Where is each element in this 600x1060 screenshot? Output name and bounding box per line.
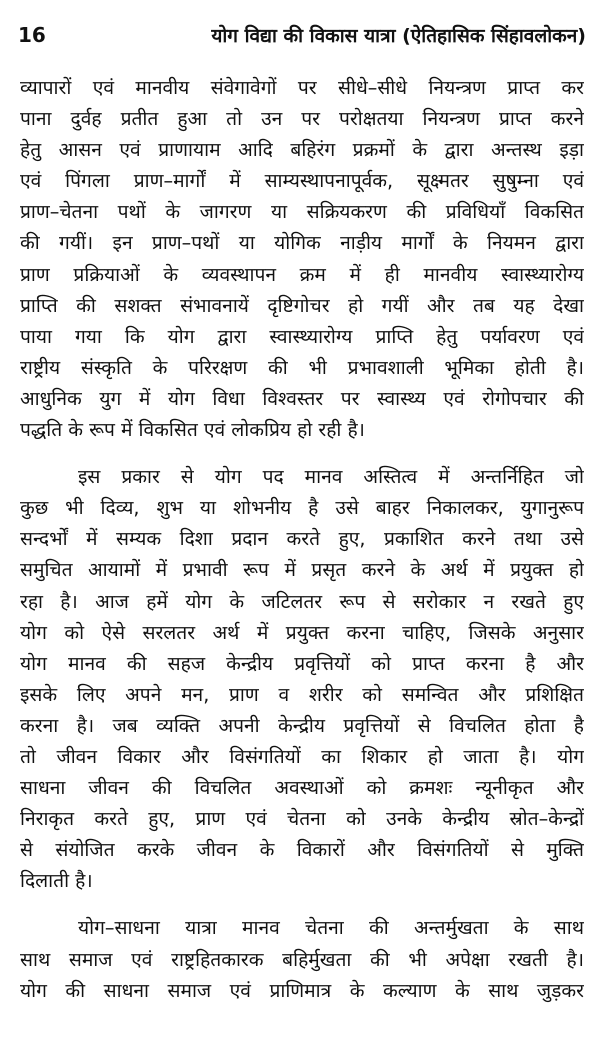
text-line: प्राण–चेतना पथों के जागरण या सक्रियकरण की प्रविधियाँ विकसित xyxy=(20,200,584,224)
text-line: राष्ट्रीय संस्कृति के परिरक्षण की भी प्रभावशाली भूमिका होती है। xyxy=(20,355,584,379)
text-line: योग–साधना यात्रा मानव चेतना की अन्तर्मुखता के साथ xyxy=(78,916,584,940)
running-title: योग विद्या की विकास यात्रा (ऐतिहासिक सिंहावलोकन) xyxy=(211,25,586,47)
text-line: योग की साधना समाज एवं प्राणिमात्र के कल्याण के साथ जुड़कर xyxy=(20,978,584,1002)
text-line: हेतु आसन एवं प्राणायाम आदि बहिरंग प्रक्रमों के द्वारा अन्तस्थ इड़ा xyxy=(20,138,584,162)
text-line: प्राण प्रक्रियाओं के व्यवस्थापन क्रम में ही मानवीय स्वास्थ्यारोग्य xyxy=(20,262,584,286)
text-line: साथ समाज एवं राष्ट्रहितकारक बहिर्मुखता की भी अपेक्षा रखती है। xyxy=(20,947,584,971)
text-line: समुचित आयामों में प्रभावी रूप में प्रसृत करने के अर्थ में प्रयुक्त हो xyxy=(20,558,584,582)
text-line: पद्धति के रूप में विकसित एवं लोकप्रिय हो रही है। xyxy=(20,418,365,442)
text-line: निराकृत करते हुए, प्राण एवं चेतना को उनके केन्द्रीय स्रोत–केन्द्रों xyxy=(20,807,584,831)
text-line: इसके लिए अपने मन, प्राण व शरीर को समन्वित और प्रशिक्षित xyxy=(20,682,584,706)
text-line: एवं पिंगला प्राण–मार्गों में साम्यस्थापनापूर्वक, सूक्ष्मतर सुषुम्ना एवं xyxy=(20,169,584,193)
page-header xyxy=(18,22,586,52)
paragraph-1 xyxy=(20,72,584,445)
text-line: सन्दर्भों में सम्यक दिशा प्रदान करते हुए, प्रकाशित करने तथा उसे xyxy=(20,527,584,551)
text-line: की गयीं। इन प्राण–पथों या योगिक नाड़ीय मार्गों के नियमन द्वारा xyxy=(20,231,584,255)
body-text xyxy=(20,72,584,1022)
text-line: रहा है। आज हमें योग के जटिलतर रूप से सरोकार न रखते हुए xyxy=(20,589,584,613)
text-line: योग मानव की सहज केन्द्रीय प्रवृत्तियों को प्राप्त करना है और xyxy=(20,651,584,675)
paragraph-2 xyxy=(20,461,584,896)
text-line: पाया गया कि योग द्वारा स्वास्थ्यारोग्य प्राप्ति हेतु पर्यावरण एवं xyxy=(20,324,584,348)
paragraph-3 xyxy=(20,912,584,1005)
text-line: तो जीवन विकार और विसंगतियों का शिकार हो जाता है। योग xyxy=(20,744,584,768)
text-line: साधना जीवन की विचलित अवस्थाओं को क्रमशः न्यूनीकृत और xyxy=(20,776,584,800)
text-line: इस प्रकार से योग पद मानव अस्तित्व में अन्तर्निहित जो xyxy=(78,465,584,489)
text-line: प्राप्ति की सशक्त संभावनायें दृष्टिगोचर हो गयीं और तब यह देखा xyxy=(20,293,584,317)
text-line: से संयोजित करके जीवन के विकारों और विसंगतियों से मुक्ति xyxy=(20,838,584,862)
page-number: 16 xyxy=(18,23,46,47)
text-line: व्यापारों एवं मानवीय संवेगावेगों पर सीधे–सीधे नियन्त्रण प्राप्त कर xyxy=(20,76,584,99)
text-line: पाना दुर्वह प्रतीत हुआ तो उन पर परोक्षतया नियन्त्रण प्राप्त करने xyxy=(20,107,584,131)
text-line: दिलाती है। xyxy=(20,869,93,893)
text-line: योग को ऐसे सरलतर अर्थ में प्रयुक्त करना चाहिए, जिसके अनुसार xyxy=(20,620,584,644)
text-line: आधुनिक युग में योग विधा विश्वस्तर पर स्वास्थ्य एवं रोगोपचार की xyxy=(20,386,584,410)
text-line: कुछ भी दिव्य, शुभ या शोभनीय है उसे बाहर निकालकर, युगानुरूप xyxy=(20,496,584,520)
text-line: करना है। जब व्यक्ति अपनी केन्द्रीय प्रवृत्तियों से विचलित होता है xyxy=(20,713,584,737)
